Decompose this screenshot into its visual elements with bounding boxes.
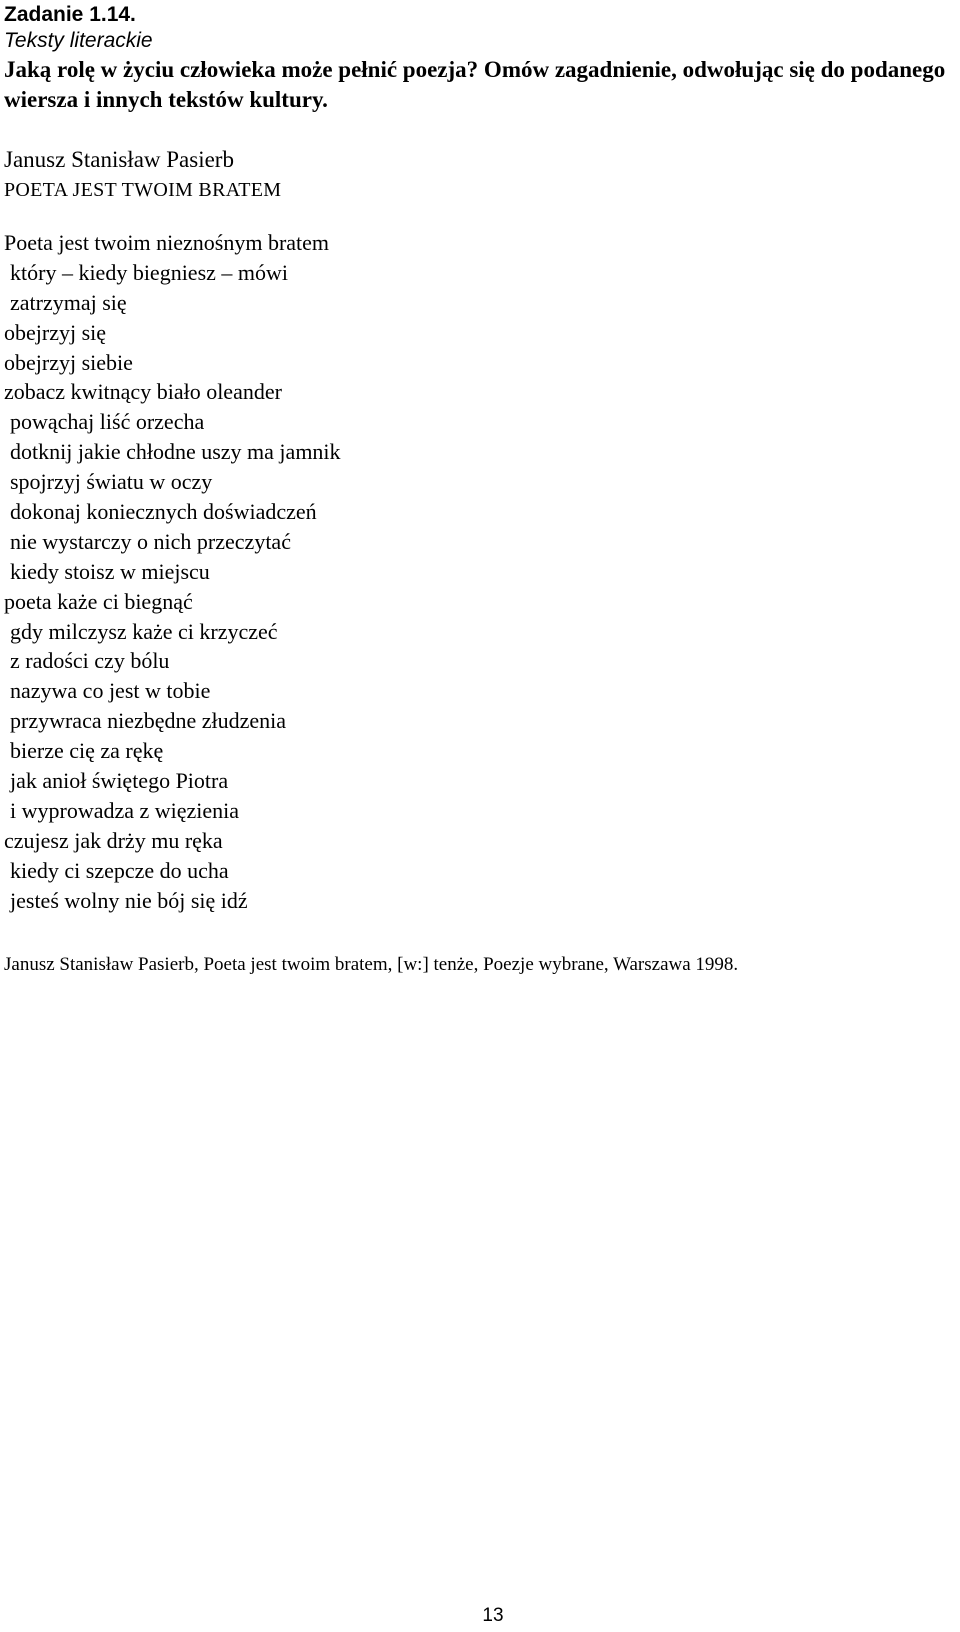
poem-line: powąchaj liść orzecha bbox=[10, 409, 205, 435]
poem-line: czujesz jak drży mu ręka bbox=[4, 827, 223, 853]
poem-line: obejrzyj się bbox=[4, 319, 107, 345]
poem-line: spojrzyj światu w oczy bbox=[10, 469, 213, 495]
poem-author: Janusz Stanisław Pasierb bbox=[4, 147, 234, 172]
poem-line: nazywa co jest w tobie bbox=[10, 678, 211, 704]
poem-title: POETA JEST TWOIM BRATEM bbox=[4, 179, 282, 201]
task-header bbox=[4, 2, 153, 54]
poem-line: który – kiedy biegniesz – mówi bbox=[10, 259, 289, 285]
poem-line: zobacz kwitnący biało oleander bbox=[4, 379, 282, 405]
poem-line: poeta każe ci biegnąć bbox=[4, 588, 193, 614]
poem-line: i wyprowadza z więzienia bbox=[10, 797, 240, 823]
poem-line: kiedy ci szepcze do ucha bbox=[10, 857, 229, 883]
task-number: Zadanie 1.14. bbox=[4, 3, 136, 26]
poem-line: dotknij jakie chłodne uszy ma jamnik bbox=[10, 439, 341, 465]
poem-line: z radości czy bólu bbox=[10, 648, 170, 674]
page-number: 13 bbox=[482, 1605, 504, 1626]
source-citation: Janusz Stanisław Pasierb, Poeta jest twoim bratem, [w:] tenże, Poezje wybrane, Warszawa 1998. bbox=[4, 954, 739, 975]
task-question: Jaką rolę w życiu człowieka może pełnić poezja? Omów zagadnienie, odwołując się do podanego wiersza i innych tekstów kultury. bbox=[4, 57, 946, 112]
poem-line: jesteś wolny nie bój się idź bbox=[10, 887, 248, 913]
poem-line: obejrzyj siebie bbox=[4, 349, 133, 375]
poem-line: bierze cię za rękę bbox=[10, 738, 164, 764]
task-category: Teksty literackie bbox=[4, 29, 153, 52]
poem-line: zatrzymaj się bbox=[10, 289, 127, 315]
poem-body bbox=[4, 228, 341, 915]
poem-line: jak anioł świętego Piotra bbox=[10, 768, 229, 794]
poem-line: nie wystarczy o nich przeczytać bbox=[10, 528, 291, 554]
poem-line: przywraca niezbędne złudzenia bbox=[10, 708, 287, 734]
poem-line: Poeta jest twoim nieznośnym bratem bbox=[4, 230, 330, 255]
poem-line: dokonaj koniecznych doświadczeń bbox=[10, 499, 317, 525]
poem-line: kiedy stoisz w miejscu bbox=[10, 558, 210, 584]
poem-line: gdy milczysz każe ci krzyczeć bbox=[10, 618, 278, 644]
